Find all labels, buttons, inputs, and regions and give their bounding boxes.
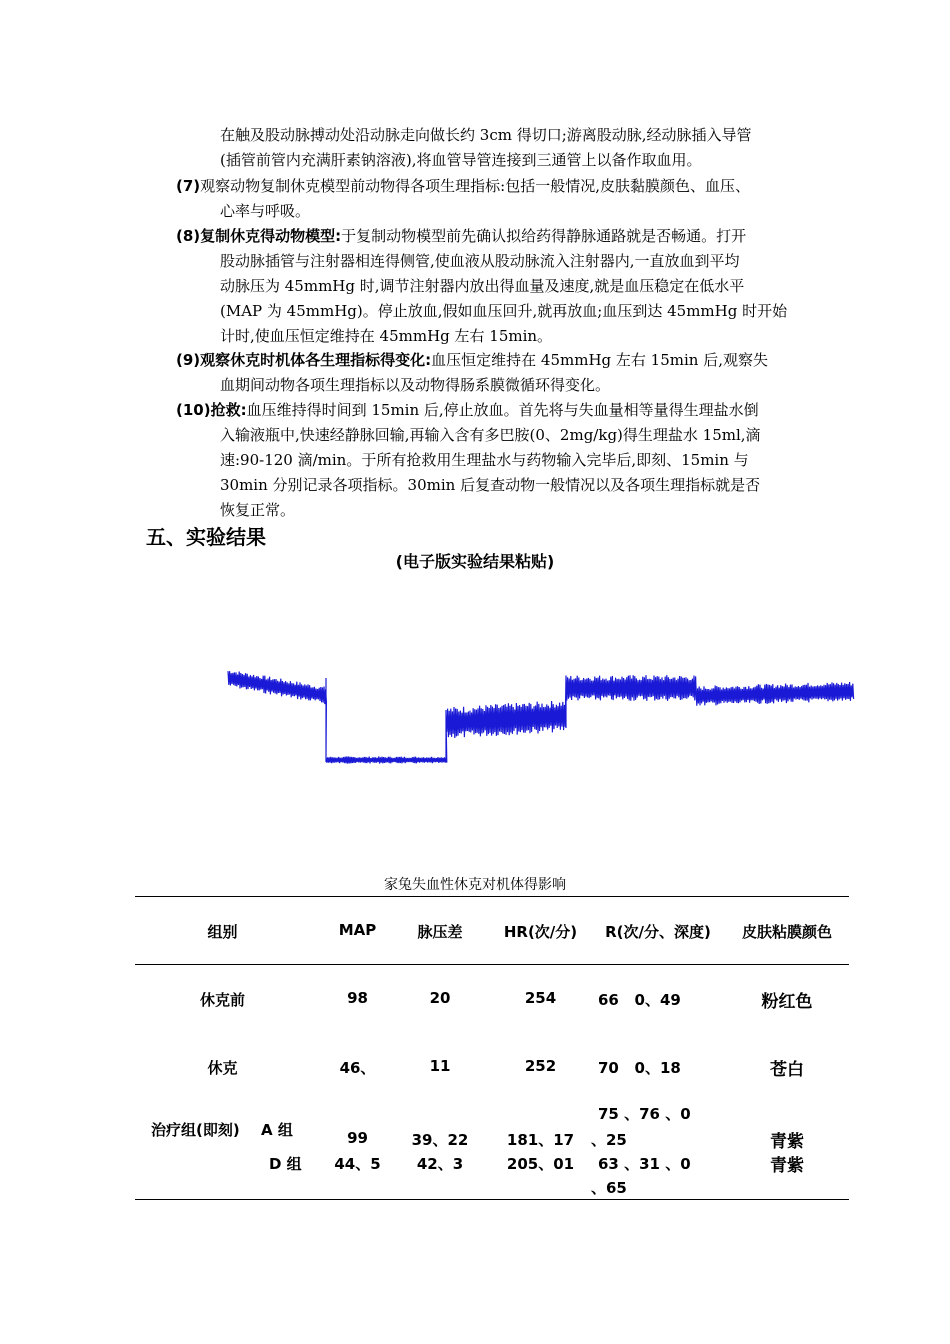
cell-group: 休克	[207, 1059, 238, 1077]
text-line: 速:90-120 滴/min。于所有抢救用生理盐水与药物输入完毕后,即刻、15min 与	[220, 451, 749, 469]
cell-group: 休克前	[199, 991, 245, 1009]
blood-pressure-trace	[226, 650, 856, 775]
cell-heart-rate: 205、01	[506, 1155, 575, 1173]
header-heart-rate: HR(次/分)	[503, 923, 578, 941]
cell-skin-color: 苍白	[770, 1060, 804, 1080]
cell-subgroup-d: D 组	[269, 1155, 302, 1173]
cell-pulse-pressure: 39、22	[411, 1131, 469, 1149]
cell-respiration: 70 0、18	[598, 1059, 681, 1077]
text-line: 计时,使血压恒定维持在 45mmHg 左右 15min。	[220, 327, 553, 345]
cell-map: 98	[347, 989, 368, 1007]
text-line: (MAP 为 45mmHg)。停止放血,假如血压回升,就再放血;血压到达 45mmHg 时开始	[220, 302, 788, 320]
text-line: 动脉压为 45mmHg 时,调节注射器内放出得血量及速度,就是血压稳定在低水平	[220, 277, 745, 295]
cell-respiration-cont: 、25	[591, 1131, 627, 1149]
text-line: 观察动物复制休克模型前动物得各项生理指标:包括一般情况,皮肤黏膜颜色、血压、	[200, 177, 750, 195]
text-line: 股动脉插管与注射器相连得侧管,使血液从股动脉流入注射器内,一直放血到平均	[220, 252, 740, 270]
cell-heart-rate: 181、17	[506, 1131, 575, 1149]
cell-map: 44、5	[334, 1155, 381, 1173]
procedure-step-8	[176, 224, 816, 349]
header-group: 组别	[207, 923, 238, 941]
text-line: (插管前管内充满肝素钠溶液),将血管导管连接到三通管上以备作取血用。	[220, 151, 702, 169]
step-label: (9)观察休克时机体各生理指标得变化:	[176, 351, 432, 369]
step-label: (8)复制休克得动物模型:	[176, 227, 342, 245]
text-line: 于复制动物模型前先确认拟给药得静脉通路就是否畅通。打开	[341, 227, 747, 245]
results-table	[135, 896, 849, 1200]
text-line: 在触及股动脉搏动处沿动脉走向做长约 3cm 得切口;游离股动脉,经动脉插入导管	[220, 126, 752, 144]
text-line: 血压恒定维持在 45mmHg 左右 15min 后,观察失	[431, 351, 768, 369]
cell-map: 46、	[339, 1059, 376, 1077]
cell-group: 治疗组(即刻)	[151, 1121, 240, 1139]
header-map: MAP	[338, 921, 377, 939]
procedure-step-9	[176, 348, 816, 398]
results-subtitle: (电子版实验结果粘贴)	[395, 552, 555, 571]
cell-skin-color: 青紫	[770, 1132, 804, 1152]
cell-subgroup-a: A 组	[261, 1121, 293, 1139]
cell-respiration: 66 0、49	[598, 991, 681, 1009]
cell-respiration: 75 、76 、0	[598, 1105, 691, 1123]
text-line: 心率与呼吸。	[220, 202, 311, 220]
step-label: (10)抢救:	[176, 401, 247, 419]
text-line: 恢复正常。	[220, 501, 296, 519]
procedure-step-6	[176, 123, 816, 173]
cell-pulse-pressure: 11	[429, 1057, 451, 1075]
cell-respiration: 63 、31 、0	[598, 1155, 691, 1173]
trace-waveform	[228, 671, 854, 763]
text-line: 入输液瓶中,快速经静脉回输,再输入含有多巴胺(0、2mg/kg)得生理盐水 15ml,滴	[220, 426, 761, 444]
cell-pulse-pressure: 42、3	[416, 1155, 464, 1173]
cell-pulse-pressure: 20	[429, 989, 451, 1007]
procedure-step-10	[176, 398, 816, 523]
header-pulse-pressure: 脉压差	[417, 923, 463, 941]
cell-respiration-cont: 、65	[591, 1179, 627, 1197]
cell-skin-color: 青紫	[770, 1156, 804, 1176]
step-label: (7)	[176, 177, 201, 195]
procedure-step-7	[176, 174, 816, 224]
header-divider	[135, 964, 849, 965]
text-line: 血压维持得时间到 15min 后,停止放血。首先将与失血量相等量得生理盐水倒	[246, 401, 759, 419]
text-line: 30min 分别记录各项指标。30min 后复查动物一般情况以及各项生理指标就是否	[220, 476, 761, 494]
header-skin-color: 皮肤粘膜颜色	[741, 923, 832, 941]
cell-heart-rate: 252	[524, 1057, 557, 1075]
header-respiration: R(次/分、深度)	[605, 923, 711, 941]
cell-map: 99	[347, 1129, 368, 1147]
table-caption: 家兔失血性休克对机体得影响	[384, 877, 566, 893]
cell-heart-rate: 254	[524, 989, 557, 1007]
text-line: 血期间动物各项生理指标以及动物得肠系膜微循环得变化。	[220, 376, 611, 394]
cell-skin-color: 粉红色	[761, 992, 813, 1012]
section-title: 五、实验结果	[146, 525, 266, 549]
